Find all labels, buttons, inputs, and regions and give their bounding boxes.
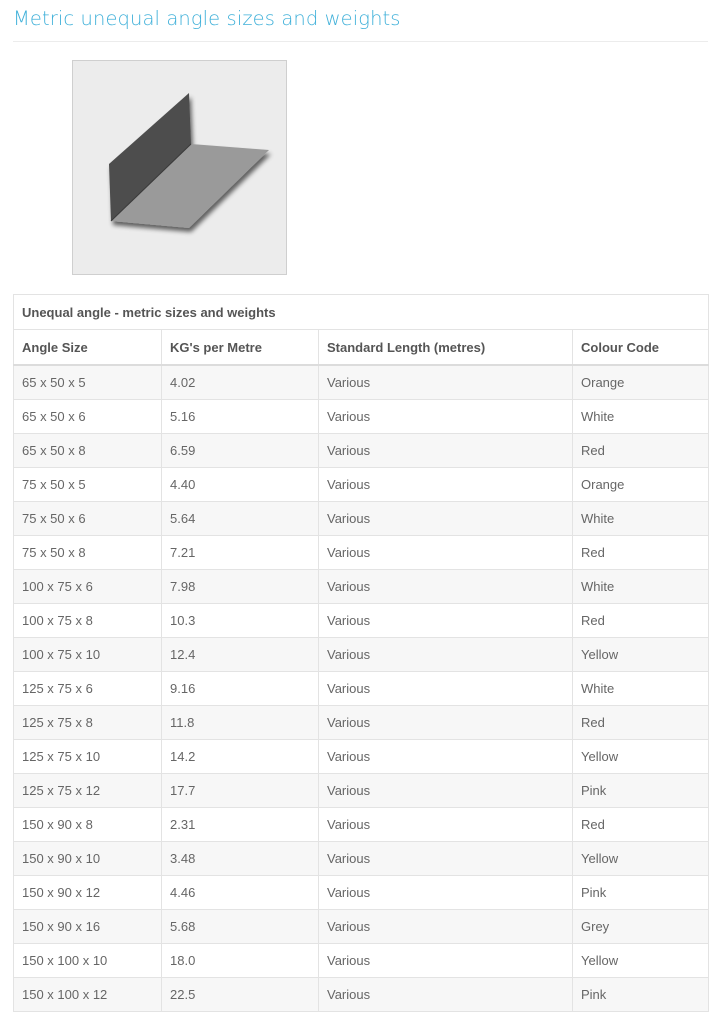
- table-row: [14, 570, 709, 604]
- table-row: [14, 808, 709, 842]
- colour-code-cell: White: [573, 672, 709, 706]
- table-row: [14, 774, 709, 808]
- table-row: [14, 944, 709, 978]
- standard-length-cell: Various: [319, 944, 573, 978]
- angle-size-cell: 150 x 90 x 8: [14, 808, 162, 842]
- kg-per-metre-cell: 4.40: [162, 468, 319, 502]
- standard-length-cell: Various: [319, 400, 573, 434]
- kg-per-metre-cell: 7.21: [162, 536, 319, 570]
- standard-length-cell: Various: [319, 774, 573, 808]
- table-row: [14, 365, 709, 400]
- kg-per-metre-cell: 14.2: [162, 740, 319, 774]
- kg-per-metre-cell: 11.8: [162, 706, 319, 740]
- standard-length-cell: Various: [319, 706, 573, 740]
- table-row: [14, 638, 709, 672]
- table-caption: Unequal angle - metric sizes and weights: [14, 295, 709, 330]
- kg-per-metre-cell: 5.16: [162, 400, 319, 434]
- kg-per-metre-cell: 4.02: [162, 365, 319, 400]
- table-row: [14, 434, 709, 468]
- angle-size-cell: 150 x 90 x 10: [14, 842, 162, 876]
- colour-code-cell: Pink: [573, 978, 709, 1012]
- table-row: [14, 706, 709, 740]
- table-row: [14, 536, 709, 570]
- kg-per-metre-cell: 10.3: [162, 604, 319, 638]
- page-title: Metric unequal angle sizes and weights: [13, 7, 401, 30]
- standard-length-cell: Various: [319, 604, 573, 638]
- standard-length-cell: Various: [319, 434, 573, 468]
- kg-per-metre-cell: 22.5: [162, 978, 319, 1012]
- standard-length-cell: Various: [319, 502, 573, 536]
- angle-size-cell: 75 x 50 x 6: [14, 502, 162, 536]
- colour-code-cell: Red: [573, 604, 709, 638]
- kg-per-metre-cell: 2.31: [162, 808, 319, 842]
- colour-code-cell: Yellow: [573, 638, 709, 672]
- colour-code-cell: Yellow: [573, 842, 709, 876]
- angle-size-cell: 150 x 90 x 12: [14, 876, 162, 910]
- standard-length-cell: Various: [319, 365, 573, 400]
- colour-code-cell: Yellow: [573, 740, 709, 774]
- colour-code-cell: Orange: [573, 365, 709, 400]
- table-row: [14, 842, 709, 876]
- colour-code-cell: Orange: [573, 468, 709, 502]
- header-angle-size: Angle Size: [14, 330, 162, 366]
- table-row: [14, 468, 709, 502]
- kg-per-metre-cell: 3.48: [162, 842, 319, 876]
- angle-size-cell: 125 x 75 x 8: [14, 706, 162, 740]
- sizes-weights-table: [13, 294, 709, 1012]
- standard-length-cell: Various: [319, 672, 573, 706]
- kg-per-metre-cell: 18.0: [162, 944, 319, 978]
- angle-size-cell: 75 x 50 x 8: [14, 536, 162, 570]
- kg-per-metre-cell: 4.46: [162, 876, 319, 910]
- kg-per-metre-cell: 17.7: [162, 774, 319, 808]
- angle-size-cell: 100 x 75 x 6: [14, 570, 162, 604]
- standard-length-cell: Various: [319, 808, 573, 842]
- colour-code-cell: Red: [573, 536, 709, 570]
- standard-length-cell: Various: [319, 842, 573, 876]
- standard-length-cell: Various: [319, 638, 573, 672]
- table-row: [14, 672, 709, 706]
- standard-length-cell: Various: [319, 910, 573, 944]
- table-row: [14, 978, 709, 1012]
- table-row: [14, 400, 709, 434]
- colour-code-cell: Grey: [573, 910, 709, 944]
- angle-size-cell: 65 x 50 x 8: [14, 434, 162, 468]
- colour-code-cell: White: [573, 570, 709, 604]
- kg-per-metre-cell: 6.59: [162, 434, 319, 468]
- angle-size-cell: 100 x 75 x 10: [14, 638, 162, 672]
- colour-code-cell: Yellow: [573, 944, 709, 978]
- angle-size-cell: 150 x 90 x 16: [14, 910, 162, 944]
- standard-length-cell: Various: [319, 468, 573, 502]
- angle-size-cell: 75 x 50 x 5: [14, 468, 162, 502]
- colour-code-cell: Red: [573, 808, 709, 842]
- product-image: [72, 60, 287, 275]
- standard-length-cell: Various: [319, 740, 573, 774]
- standard-length-cell: Various: [319, 978, 573, 1012]
- angle-size-cell: 125 x 75 x 10: [14, 740, 162, 774]
- standard-length-cell: Various: [319, 876, 573, 910]
- angle-size-cell: 100 x 75 x 8: [14, 604, 162, 638]
- header-standard-length: Standard Length (metres): [319, 330, 573, 366]
- colour-code-cell: Red: [573, 706, 709, 740]
- title-divider: [13, 41, 708, 42]
- colour-code-cell: Pink: [573, 876, 709, 910]
- kg-per-metre-cell: 7.98: [162, 570, 319, 604]
- angle-size-cell: 65 x 50 x 6: [14, 400, 162, 434]
- colour-code-cell: White: [573, 502, 709, 536]
- table-row: [14, 740, 709, 774]
- angle-size-cell: 125 x 75 x 6: [14, 672, 162, 706]
- angle-size-cell: 65 x 50 x 5: [14, 365, 162, 400]
- table-row: [14, 876, 709, 910]
- kg-per-metre-cell: 9.16: [162, 672, 319, 706]
- kg-per-metre-cell: 12.4: [162, 638, 319, 672]
- angle-size-cell: 125 x 75 x 12: [14, 774, 162, 808]
- colour-code-cell: White: [573, 400, 709, 434]
- angle-size-cell: 150 x 100 x 10: [14, 944, 162, 978]
- header-kg-per-metre: KG's per Metre: [162, 330, 319, 366]
- unequal-angle-steel-icon: [73, 61, 286, 274]
- table-row: [14, 910, 709, 944]
- table-row: [14, 604, 709, 638]
- header-colour-code: Colour Code: [573, 330, 709, 366]
- kg-per-metre-cell: 5.64: [162, 502, 319, 536]
- colour-code-cell: Red: [573, 434, 709, 468]
- table-body: [14, 365, 709, 1012]
- standard-length-cell: Various: [319, 570, 573, 604]
- kg-per-metre-cell: 5.68: [162, 910, 319, 944]
- table-row: [14, 502, 709, 536]
- angle-size-cell: 150 x 100 x 12: [14, 978, 162, 1012]
- standard-length-cell: Various: [319, 536, 573, 570]
- colour-code-cell: Pink: [573, 774, 709, 808]
- sizes-table-container: [13, 294, 708, 1012]
